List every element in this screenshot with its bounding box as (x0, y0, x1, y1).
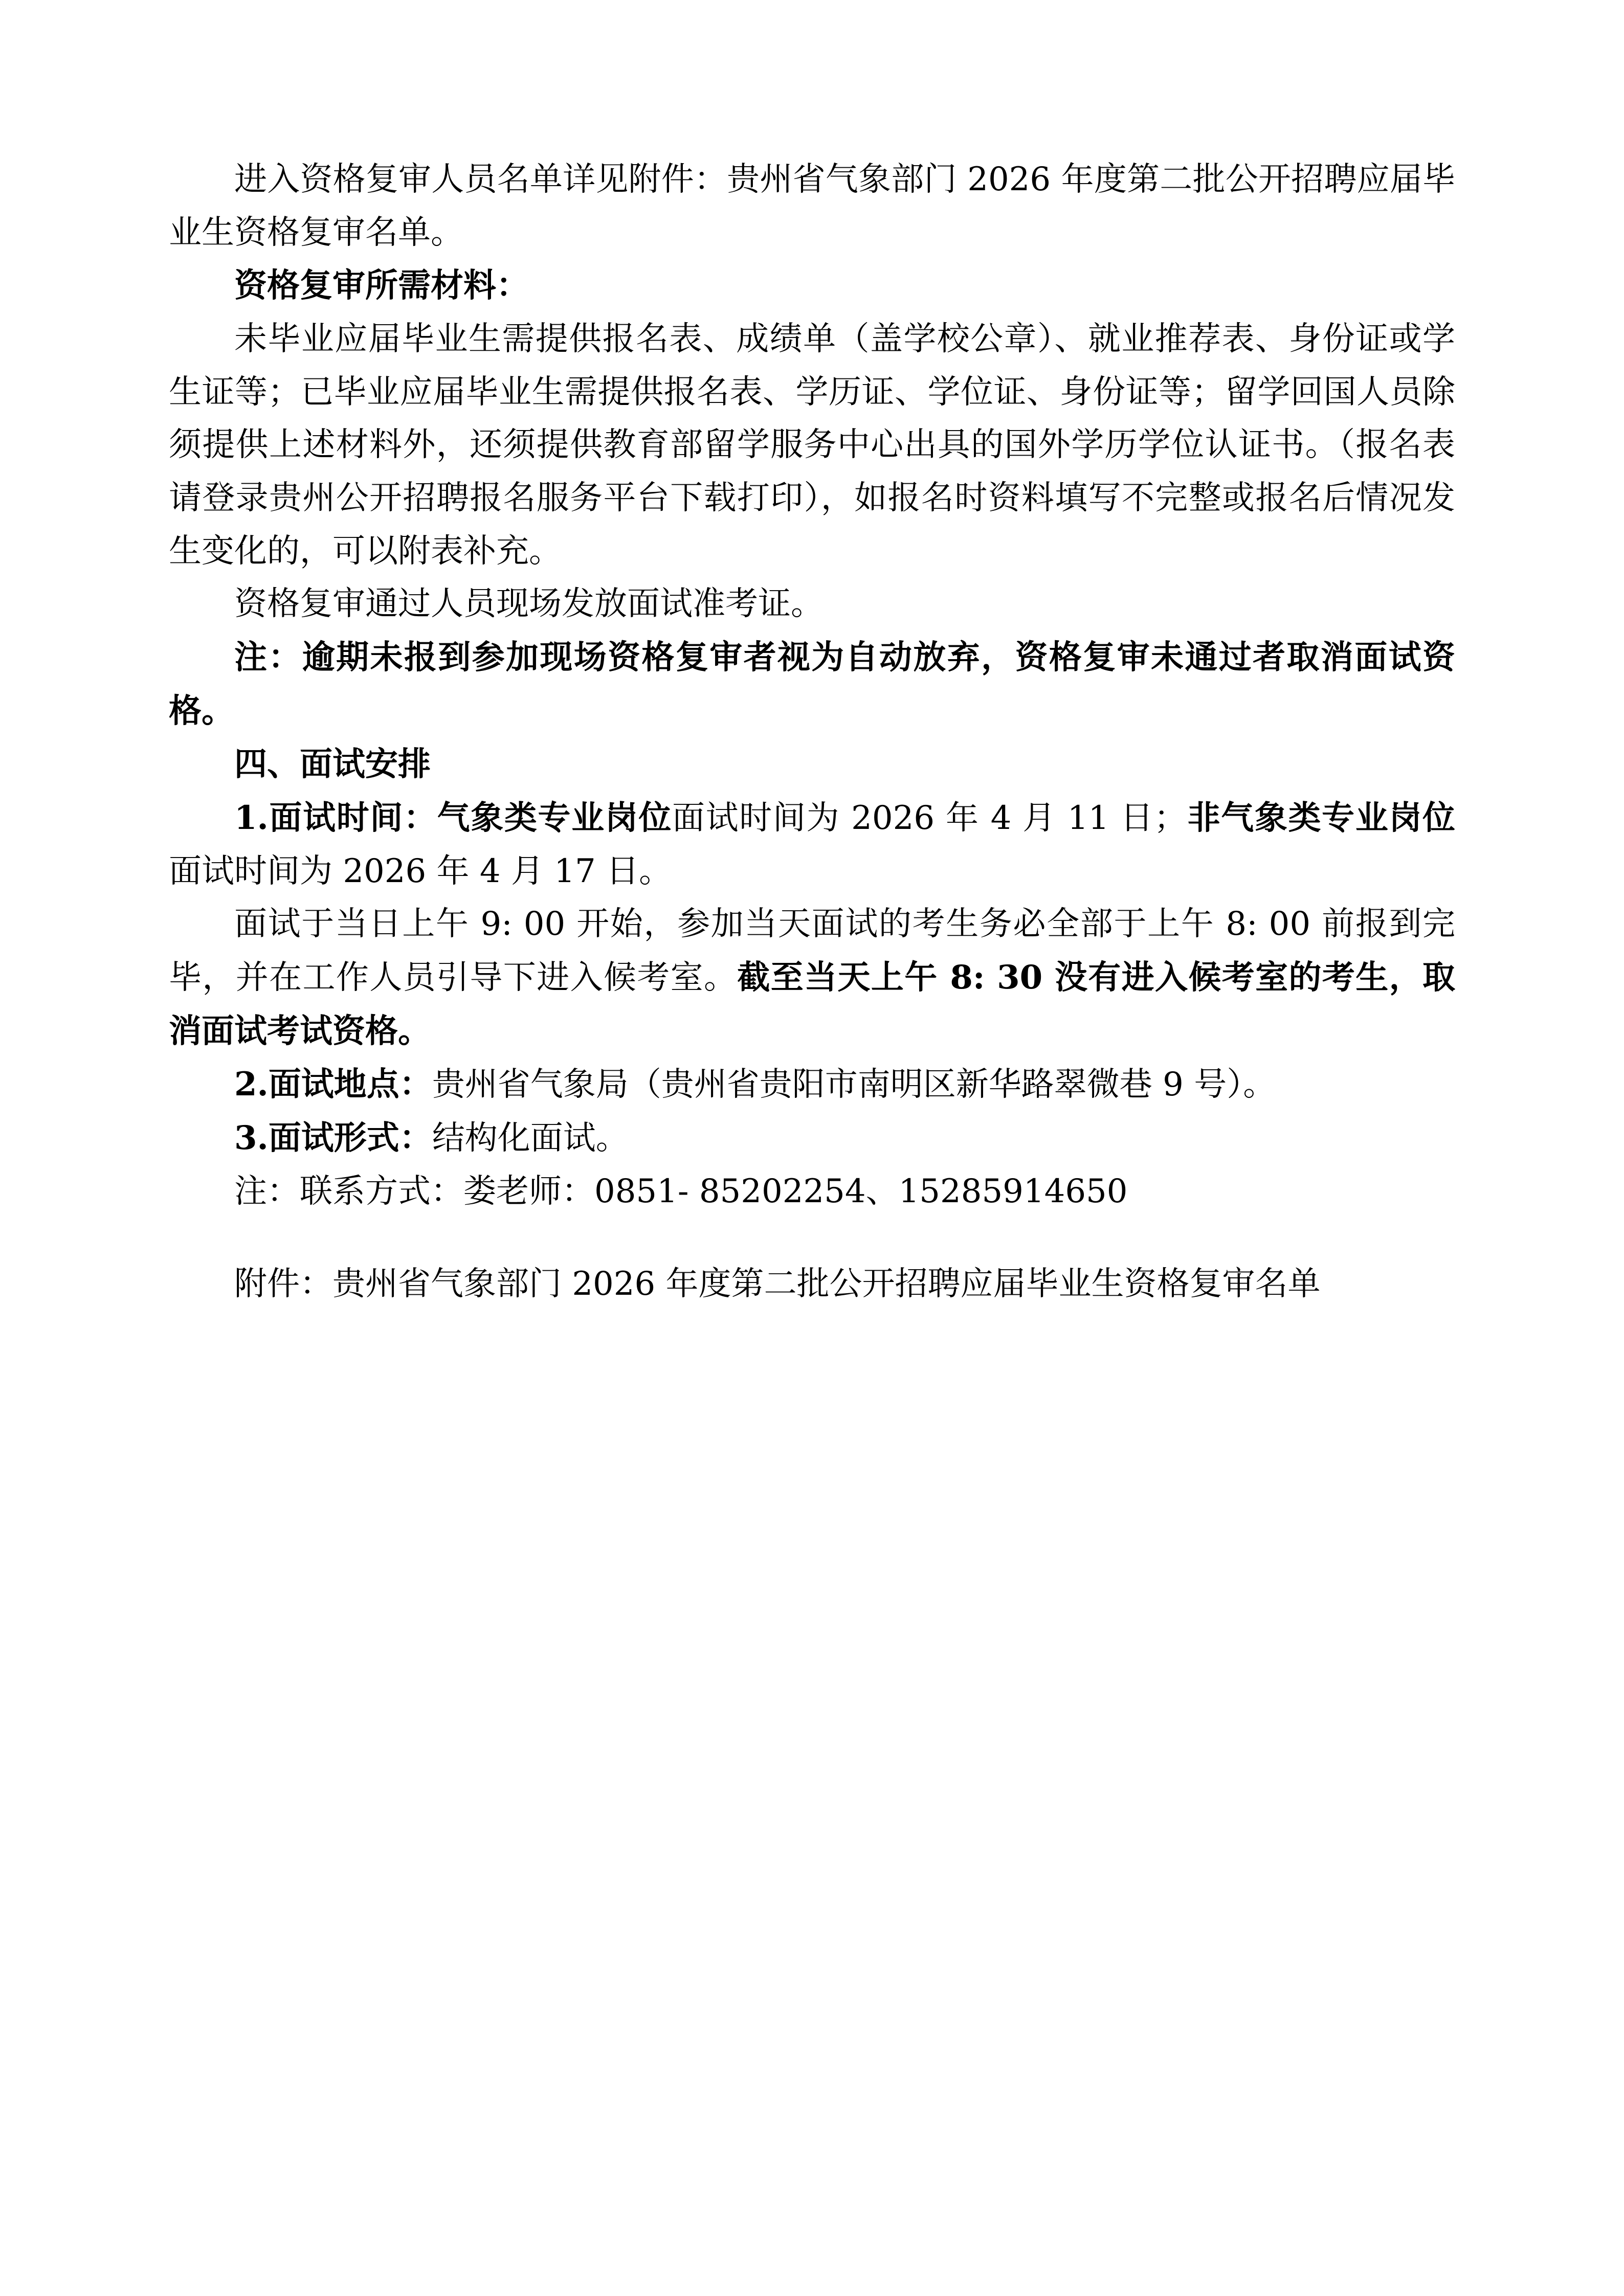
heading-section-four-interview-arrangement (169, 738, 1455, 792)
paragraph-attachment-title (169, 1258, 1455, 1311)
text-run: 注：联系方式：娄老师：0851- 85202254、15285914650 (234, 1172, 1128, 1210)
paragraph-materials-detail (169, 313, 1455, 578)
paragraph-interview-format (169, 1112, 1455, 1165)
text-run: 面试时间为 2026 年 4 月 11 日； (672, 799, 1187, 838)
text-run: 进入资格复审人员名单详见附件：贵州省气象部门 2026 年度第二批公开招聘应届毕业生资格复审名单。 (169, 161, 1455, 252)
text-run: 附件：贵州省气象部门 2026 年度第二批公开招聘应届毕业生资格复审名单 (234, 1265, 1321, 1303)
document-body (169, 153, 1455, 1311)
paragraph-check-in-rules (169, 898, 1455, 1058)
text-run: 3.面试形式： (234, 1119, 432, 1158)
text-run: 注：逾期未报到参加现场资格复审者视为自动放弃，资格复审未通过者取消面试资格。 (169, 638, 1455, 730)
text-run: 贵州省气象局（贵州省贵阳市南明区新华路翠微巷 9 号）。 (432, 1066, 1276, 1104)
text-run: 资格复审通过人员现场发放面试准考证。 (234, 585, 824, 623)
text-run: 未毕业应届毕业生需提供报名表、成绩单（盖学校公章）、就业推荐表、身份证或学生证等；已毕业应届毕业生需提供报名表、学历证、学位证、身份证等；留学回国人员除须提供上述材料外，还须提供教育部留学服务中心出具的国外学历学位认证书。（报名表请登录贵州公开招聘报名服务平台下载打印），如报名时资料填写不完整或报名后情况发生变化的，可以附表补充。 (169, 320, 1455, 570)
paragraph-admission-ticket (169, 578, 1455, 631)
text-run: 面试于当日上午 9: 00 开始，参加当天面试的考生务必全部于上午 8: 00 前报到完毕，并在工作人员引导下进入候考室。 (169, 905, 1455, 997)
text-run: 面试时间为 2026 年 4 月 17 日。 (169, 852, 672, 890)
paragraph-contact-info (169, 1165, 1455, 1219)
text-run: 截至当天上午 8: 30 没有进入候考室的考生，取消面试考试资格。 (169, 958, 1456, 1050)
text-run: 气象类专业岗位 (437, 799, 673, 838)
heading-required-materials (169, 259, 1455, 313)
paragraph-note-auto-waiver (169, 631, 1455, 738)
text-run: 2.面试地点： (234, 1065, 432, 1104)
paragraph-blank-spacer (169, 1218, 1455, 1258)
paragraph-interview-place (169, 1058, 1455, 1112)
text-run: 资格复审所需材料： (234, 266, 529, 305)
text-run: 四、面试安排 (234, 745, 431, 784)
text-run: 1.面试时间： (234, 799, 437, 838)
text-run: 非气象类专业岗位 (1186, 799, 1456, 838)
paragraph-interview-time (169, 792, 1455, 898)
paragraph-roster-attachment (169, 153, 1455, 259)
text-run: 结构化面试。 (432, 1119, 629, 1158)
